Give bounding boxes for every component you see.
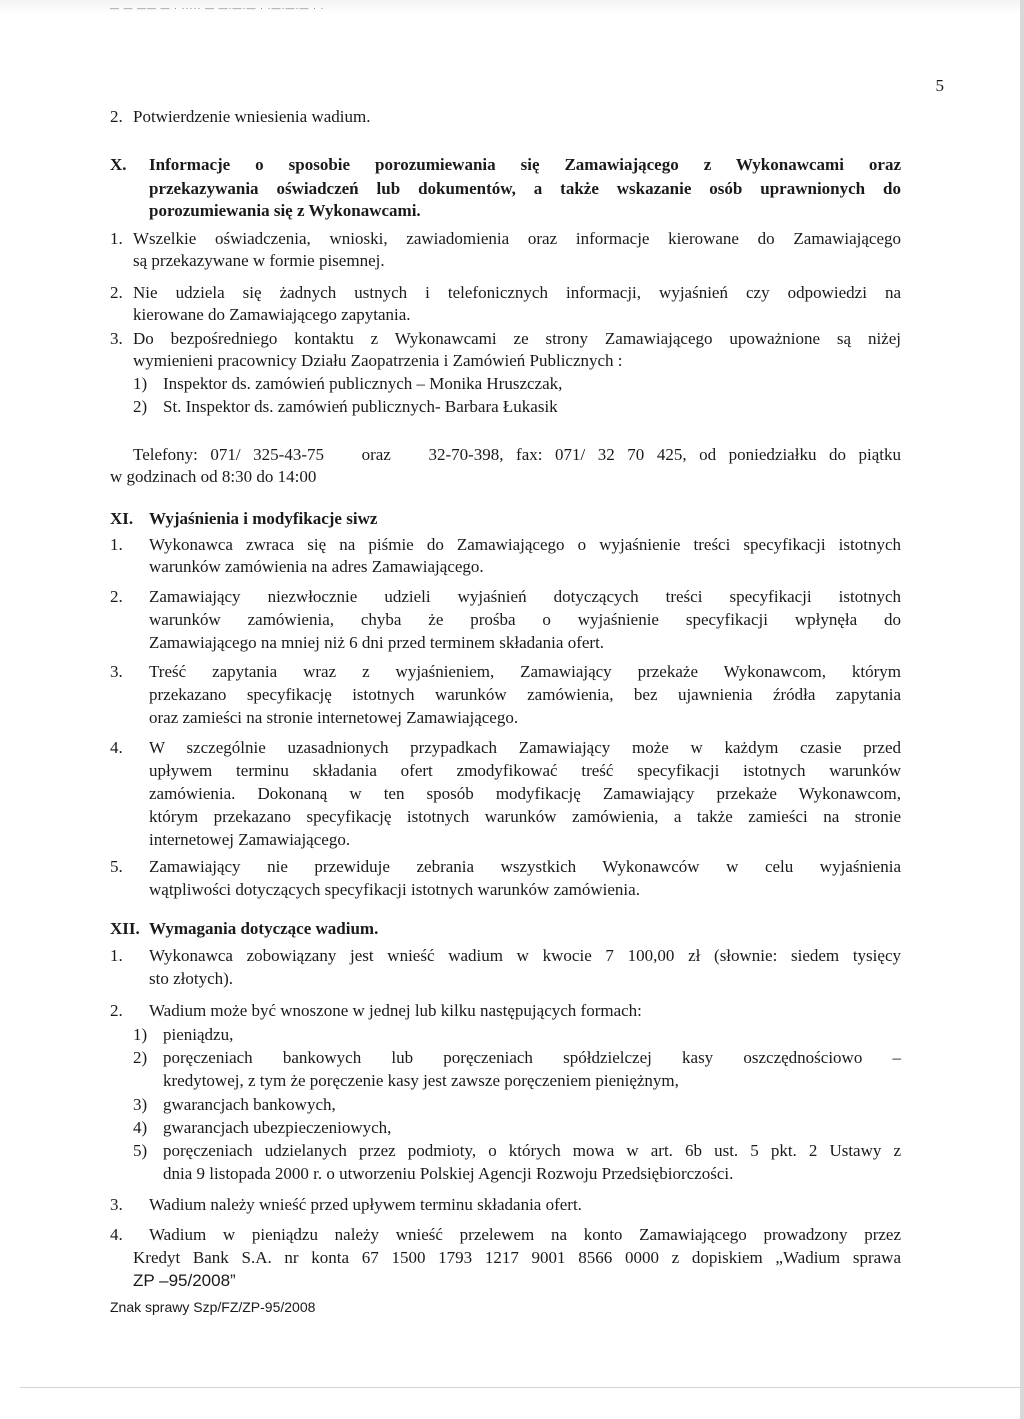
list-item: warunków zamówienia, chyba że prośba o wyjaśnienie specyfikacji wpłynęła do [149, 610, 901, 629]
section-number: XI. [110, 509, 134, 528]
section-number: XII. [110, 919, 140, 938]
list-number: 2) [133, 397, 148, 416]
contact-person: St. Inspektor ds. zamówień publicznych- Barbara Łukasik [163, 397, 558, 416]
list-item: są przekazywane w formie pisemnej. [133, 251, 385, 270]
list-item: zamówienia. Dokonaną w ten sposób modyfikację Zamawiający przekaże Wykonawcom, [149, 784, 901, 803]
scan-artifact: — — —— — · ····· — —·—·— · ·—·—·— · · [110, 3, 325, 13]
list-number: 4. [110, 1225, 123, 1244]
list-item: upływem terminu składania ofert zmodyfikować treść specyfikacji istotnych warunków [149, 761, 901, 780]
list-item: pieniądzu, [163, 1025, 234, 1044]
list-item: Wykonawca zobowiązany jest wnieść wadium w kwocie 7 100,00 zł (słownie: siedem tysięcy [149, 946, 901, 965]
list-item: Wadium może być wnoszone w jednej lub kilku następujących formach: [149, 1001, 642, 1020]
list-item: Treść zapytania wraz z wyjaśnieniem, Zamawiający przekaże Wykonawcom, którym [149, 662, 901, 681]
list-item: wątpliwości dotyczących specyfikacji istotnych warunków zamówienia. [149, 880, 640, 899]
list-item: sto złotych). [149, 969, 234, 988]
list-item: poręczeniach udzielanych przez podmioty, o których mowa w art. 6b ust. 5 pkt. 2 Ustawy z [163, 1141, 901, 1160]
list-number: 1. [110, 535, 123, 554]
list-item: Wadium w pieniądzu należy wnieść przelewem na konto Zamawiającego prowadzony przez [149, 1225, 901, 1244]
list-item: gwarancjach bankowych, [163, 1095, 336, 1114]
list-number: 2. [110, 107, 123, 126]
list-number: 1. [110, 229, 123, 248]
section-number: X. [110, 155, 127, 174]
list-item: Wykonawca zwraca się na piśmie do Zamawiającego o wyjaśnienie treści specyfikacji istotnych [149, 535, 901, 554]
list-item: oraz zamieści na stronie internetowej Zamawiającego. [149, 708, 519, 727]
list-item: Zamawiający nie przewiduje zebrania wszystkich Wykonawców w celu wyjaśnienia [149, 857, 901, 876]
list-number: 1) [133, 374, 148, 393]
list-item: kredytowej, z tym że poręczenie kasy jest zawsze poręczeniem pieniężnym, [163, 1071, 679, 1090]
contact-person: Inspektor ds. zamówień publicznych – Monika Hruszczak, [163, 374, 563, 393]
list-number: 5. [110, 857, 123, 876]
list-number: 2) [133, 1048, 148, 1067]
section-heading: Wymagania dotyczące wadium. [149, 919, 379, 938]
list-number: 4. [110, 738, 123, 757]
list-item: dnia 9 listopada 2000 r. o utworzeniu Polskiej Agencji Rozwoju Przedsiębiorczości. [163, 1164, 734, 1183]
scan-border-right [1020, 0, 1024, 1419]
list-item: poręczeniach bankowych lub poręczeniach spółdzielczej kasy oszczędnościowo – [163, 1048, 901, 1067]
list-item: którym przekazano specyfikację istotnych warunków zamówienia, a także zamieści na stronie [149, 807, 901, 826]
section-heading: Informacje o sposobie porozumiewania się Zamawiającego z Wykonawcami oraz [149, 155, 901, 174]
section-heading: porozumiewania się z Wykonawcami. [149, 201, 421, 220]
scan-border-bottom [20, 1387, 1020, 1388]
list-item: gwarancjach ubezpieczeniowych, [163, 1118, 392, 1137]
list-item: W szczególnie uzasadnionych przypadkach Zamawiający może w każdym czasie przed [149, 738, 901, 757]
list-item: Potwierdzenie wniesienia wadium. [133, 107, 371, 126]
list-number: 3. [110, 662, 123, 681]
list-number: 4) [133, 1118, 148, 1137]
list-item: Zamawiający niezwłocznie udzieli wyjaśnień dotyczących treści specyfikacji istotnych [149, 587, 901, 606]
footer-case-number: Znak sprawy Szp/FZ/ZP-95/2008 [110, 1299, 316, 1315]
list-number: 3. [110, 1195, 123, 1214]
list-item: kierowane do Zamawiającego zapytania. [133, 305, 411, 324]
list-number: 3) [133, 1095, 148, 1114]
list-number: 1. [110, 946, 123, 965]
list-item: Do bezpośredniego kontaktu z Wykonawcami ze strony Zamawiającego upoważnione są niżej [133, 329, 901, 348]
section-heading: przekazywania oświadczeń lub dokumentów, a także wskazanie osób uprawnionych do [149, 179, 901, 198]
list-number: 2. [110, 283, 123, 302]
phone-line: Telefony: 071/ 325-43-75 oraz 32-70-398, fax: 071/ 32 70 425, od poniedziałku do piątku [133, 445, 901, 464]
list-item: Nie udziela się żadnych ustnych i telefonicznych informacji, wyjaśnień czy odpowiedzi na [133, 283, 901, 302]
list-number: 1) [133, 1025, 148, 1044]
list-item: Wadium należy wnieść przed upływem terminu składania ofert. [149, 1195, 582, 1214]
list-item: warunków zamówienia na adres Zamawiającego. [149, 557, 484, 576]
section-heading: Wyjaśnienia i modyfikacje siwz [149, 509, 378, 528]
office-hours: w godzinach od 8:30 do 14:00 [110, 467, 317, 486]
list-item: wymienieni pracownicy Działu Zaopatrzenia i Zamówień Publicznych : [133, 351, 623, 370]
list-number: 5) [133, 1141, 148, 1160]
case-reference: ZP –95/2008” [133, 1271, 236, 1290]
page-number: 5 [935, 76, 944, 95]
list-number: 3. [110, 329, 123, 348]
list-number: 2. [110, 1001, 123, 1020]
list-number: 2. [110, 587, 123, 606]
list-item: internetowej Zamawiającego. [149, 830, 351, 849]
list-item: Wszelkie oświadczenia, wnioski, zawiadomienia oraz informacje kierowane do Zamawiającego [133, 229, 901, 248]
list-item: Zamawiającego na mniej niż 6 dni przed terminem składania ofert. [149, 633, 605, 652]
list-item: przekazano specyfikację istotnych warunków zamówienia, bez ujawnienia źródła zapytania [149, 685, 901, 704]
bank-account-line: Kredyt Bank S.A. nr konta 67 1500 1793 1217 9001 8566 0000 z dopiskiem „Wadium sprawa [133, 1248, 901, 1267]
